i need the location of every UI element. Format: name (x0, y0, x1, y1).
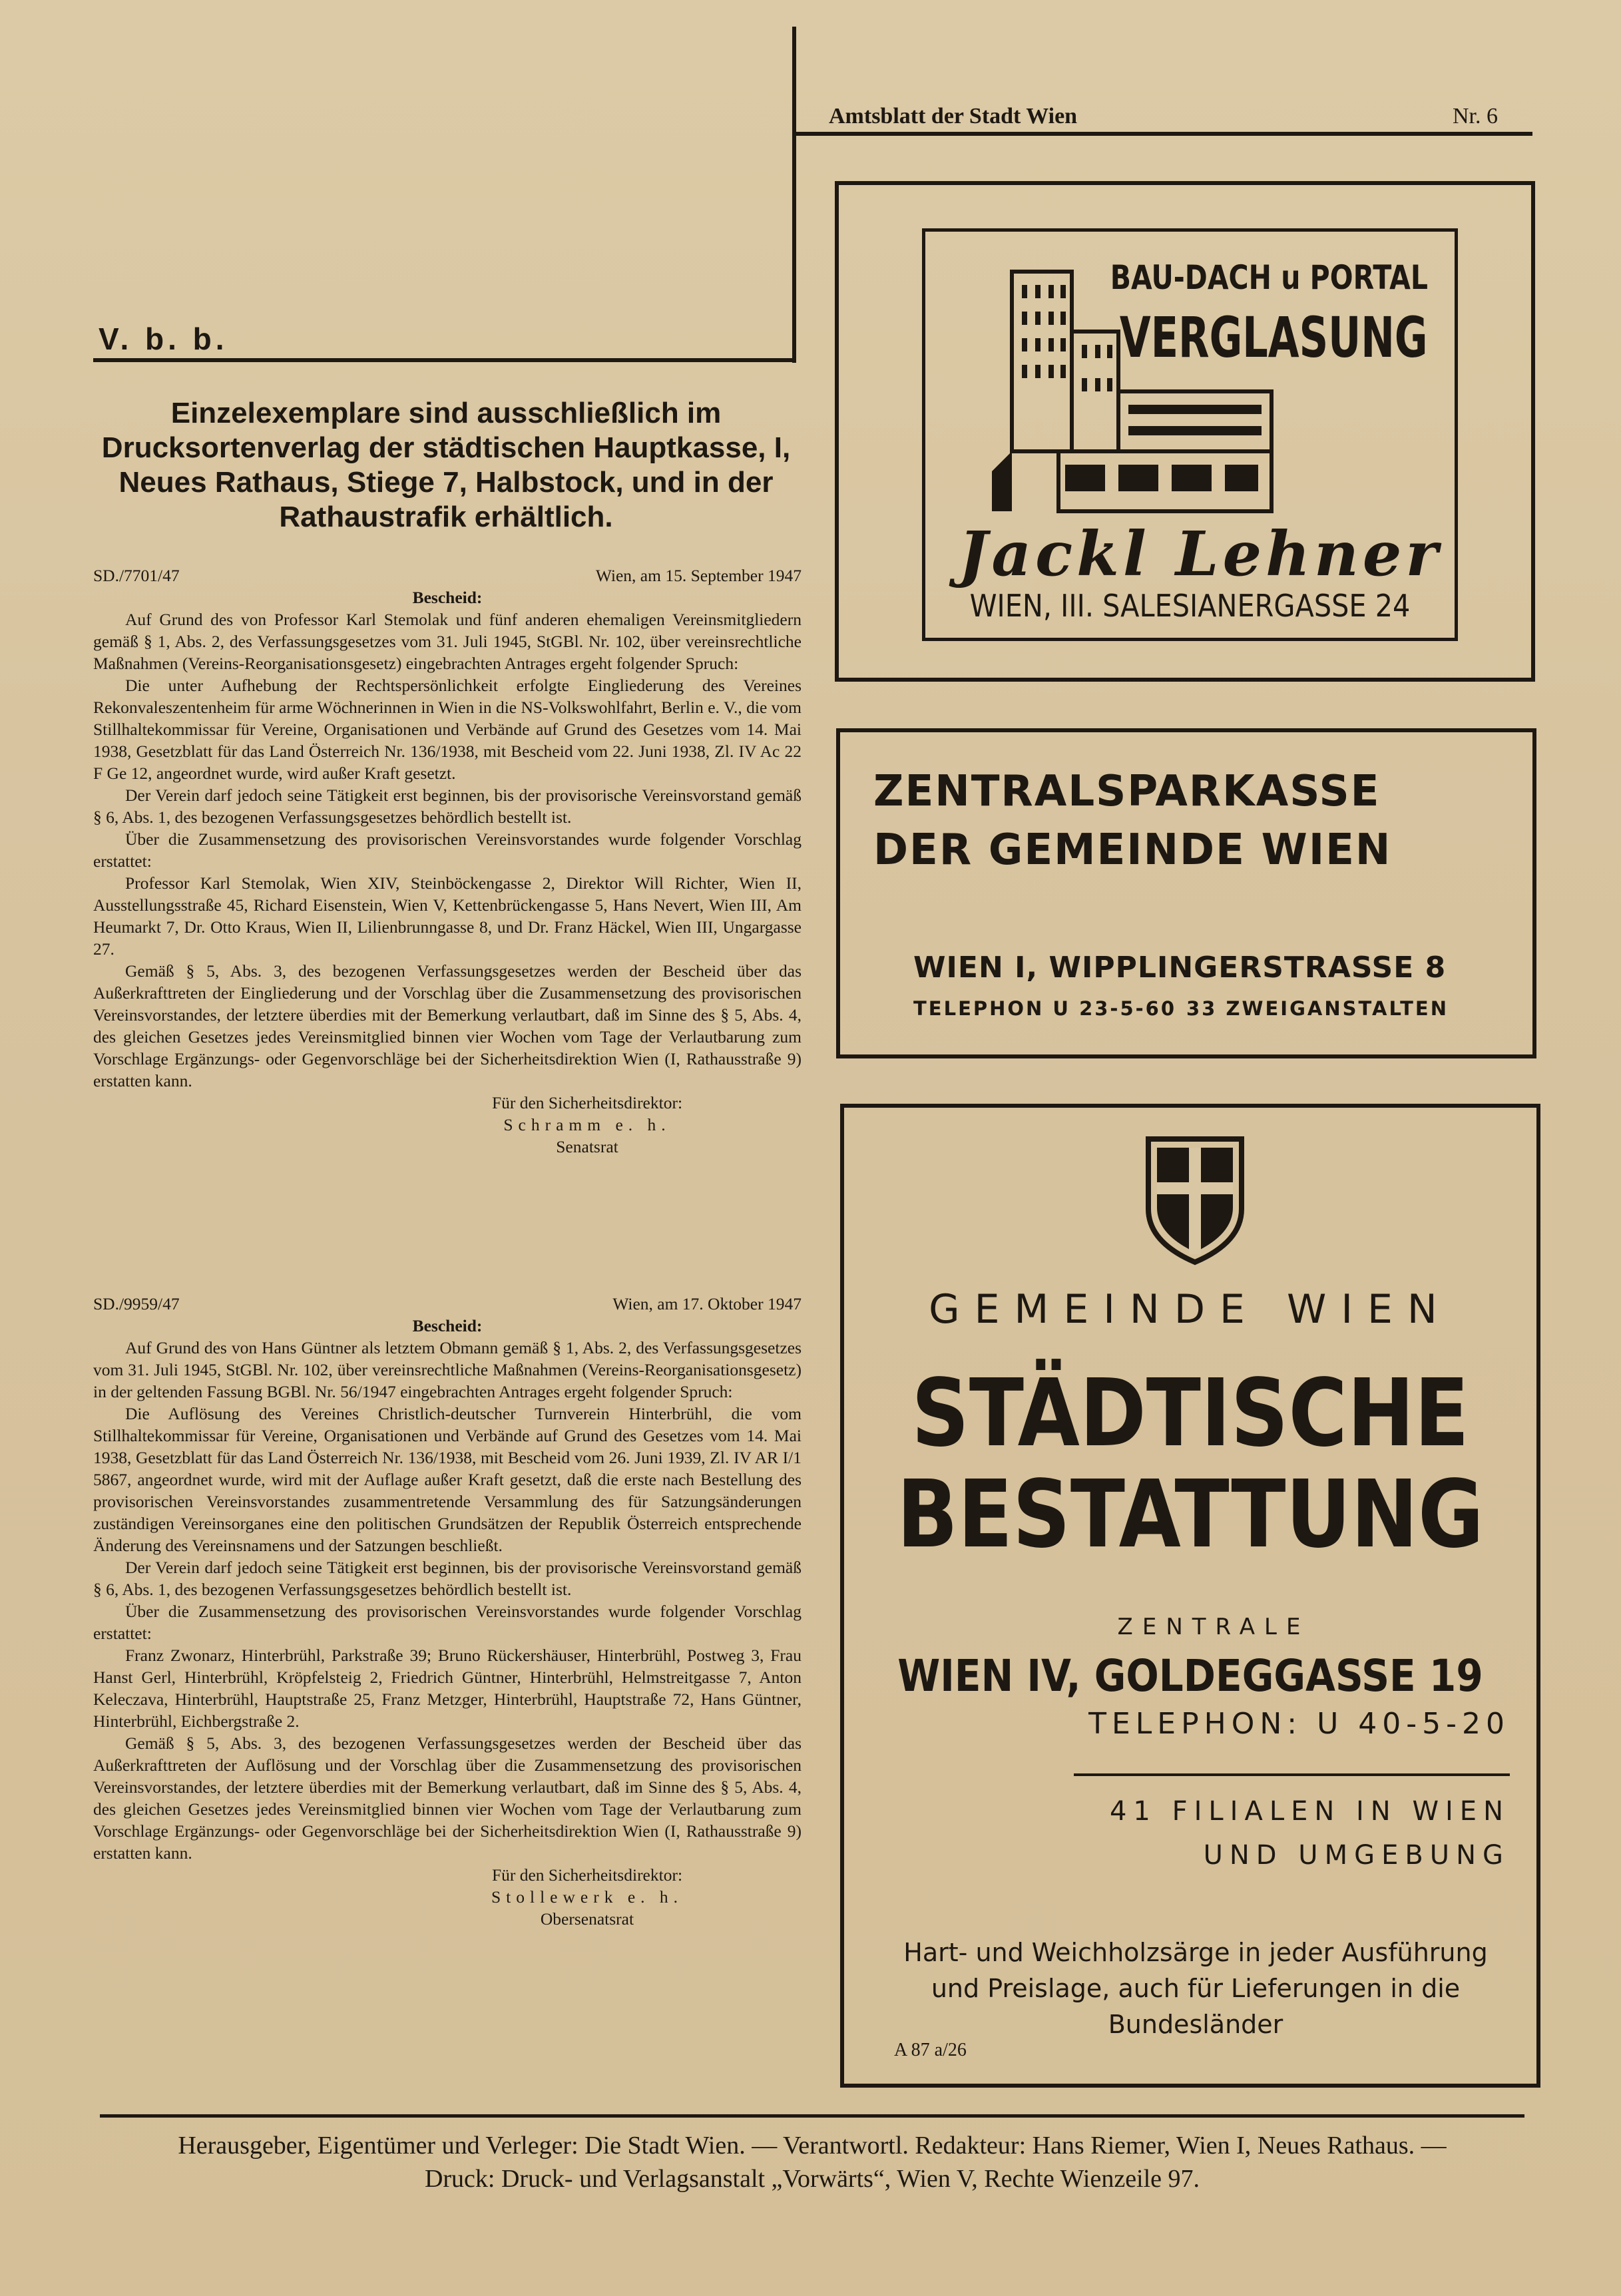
bescheid-2-signature-title: Obersenatsrat (540, 1909, 634, 1929)
ad-bank (836, 728, 1536, 1058)
ad-bank-line2: DER GEMEINDE WIEN (873, 825, 1392, 875)
ad-funeral-code: A 87 a/26 (894, 2040, 967, 2060)
ad-bank-line1: ZENTRALSPARKASSE (873, 767, 1381, 816)
bescheid-2-para: Der Verein darf jedoch seine Tätigkeit erst beginnen, bis der provisorische Vereinsvorstand gemäß § 6, Abs. 1, des bezogenen Verfassungsgesetzes behördlich bestellt ist. (93, 1558, 802, 1599)
ad-funeral-address: WIEN IV, GOLDEGGASSE 19 (897, 1650, 1483, 1702)
bescheid-1-para: Auf Grund des von Professor Karl Stemolak und fünf anderen ehemaligen Vereinsmitgliedern gemäß § 1, Abs. 2, des Verfassungsgesetzes vom 31. Juli 1945, StGBl. Nr. 102, über vereinsrechtliche Maßnahmen (Vereins-Reorganisationsgesetz) eingebrachten Antrages ergeht folgender Spruch: (93, 610, 802, 673)
bescheid-2-title: Bescheid: (412, 1316, 483, 1335)
bescheid-1-signature-name: Schramm e. h. (503, 1115, 671, 1134)
bescheid-2-signature-name: Stollewerk e. h. (491, 1887, 684, 1907)
bescheid-1-signature-title: Senatsrat (556, 1137, 618, 1156)
footer-printer: Druck: Druck- und Verlagsanstalt „Vorwärts“, Wien V, Rechte Wienzeile 97. (424, 2165, 1200, 2193)
bescheid-1-para: Gemäß § 5, Abs. 3, des bezogenen Verfassungsgesetzes werden der Bescheid über das Außerkrafttreten der Eingliederung und der Vorschlag über die Zusammensetzung des provisorischen Vereinsvorstandes, der letztere überdies mit der Bemerkung verlautbart, daß im Sinne des § 5, Abs. 4, des gleichen Gesetzes jedes Vereinsmitglied binnen vier Wochen vom Tage der Verlautbarung zum Vorschlage Ergänzungs- oder Gegenvorschläge bei der Sicherheitsdirektion Wien (I, Rathausstraße 9) erstatten kann. (93, 961, 802, 1090)
bescheid-1-para: Der Verein darf jedoch seine Tätigkeit erst beginnen, bis der provisorische Vereinsvorstand gemäß § 6, Abs. 1, des bezogenen Verfassungsgesetzes behördlich bestellt ist. (93, 786, 802, 827)
ad-funeral-line1: STÄDTISCHE (911, 1359, 1469, 1468)
header-vertical-rule (792, 27, 796, 363)
sales-notice: Einzelexemplare sind ausschließlich im Drucksortenverlag der städtischen Hauptkasse, I, Neues Rathaus, Stiege 7, Halbstock, und in der Rathaustrafik erhältlich. (101, 397, 791, 533)
bescheid-2-para: Auf Grund des von Hans Güntner als letztem Obmann gemäß § 1, Abs. 2, des Verfassungsgesetzes vom 31. Juli 1945, StGBl. Nr. 102, über vereinsrechtliche Maßnahmen (Vereins-Reorganisationsgesetz) in der geltenden Fassung BGBl. Nr. 56/1947 eingebrachten Antrages ergeht folgender Spruch: (93, 1338, 802, 1401)
ad-funeral-zentrale: ZENTRALE (1117, 1614, 1310, 1640)
bescheid-1-signature-line: Für den Sicherheitsdirektor: (491, 1093, 683, 1112)
bescheid-2-heading (93, 1293, 802, 1315)
ad-glazing-name: Jackl Lehner (959, 518, 1442, 590)
bescheid-2-date: Wien, am 17. Oktober 1947 (612, 1294, 802, 1313)
ad-bank-branches: 33 ZWEIGANSTALTEN (1186, 997, 1449, 1020)
bescheid-1-para: Die unter Aufhebung der Rechtspersönlichkeit erfolgte Eingliederung des Vereines Rekonvaleszentenheim für arme Wöchnerinnen in Wien in die NS-Volkswohlfahrt, Berlin e. V., die vom Stillhaltekommissar für Vereine, Organisationen und Verbände auf Grund des Gesetzes vom 14. Mai 1938, Gesetzblatt für das Land Österreich Nr. 136/1938, mit Bescheid vom 22. Juni 1938, Zl. IV Ac 22 F Ge 12, angeordnet wurde, wird außer Kraft gesetzt. (93, 676, 802, 783)
bescheid-2-para: Gemäß § 5, Abs. 3, des bezogenen Verfassungsgesetzes werden der Bescheid über das Außerkrafttreten der Auflösung und der Vorschlag über die Zusammensetzung des provisorischen Vereinsvorstandes, der letztere überdies mit der Bemerkung verlautbart, daß im Sinne des § 5, Abs. 4, des gleichen Gesetzes jedes Vereinsmitglied binnen vier Wochen vom Tage der Verlautbarung zum Vorschlage Ergänzungs- oder Gegenvorschläge bei der Sicherheitsdirektion Wien (I, Rathausstraße 9) erstatten kann. (93, 1733, 802, 1863)
ad-funeral (840, 1104, 1540, 2088)
ad-funeral-description: Hart- und Weichholzsärge in jeder Ausführung und Preislage, auch für Lieferungen in die Bundesländer (903, 1938, 1488, 2039)
ad-funeral-filialen-2: UND UMGEBUNG (1203, 1840, 1510, 1871)
ad-funeral-phone: TELEPHON: U 40-5-20 (1088, 1707, 1510, 1741)
bescheid-1-heading (93, 565, 802, 586)
ad-glazing-line1: BAU-DACH u PORTAL (1110, 258, 1428, 297)
bescheid-1 (93, 565, 802, 1158)
ad-funeral-line2: BESTATTUNG (897, 1461, 1484, 1569)
bescheid-1-para: Über die Zusammensetzung des provisorischen Vereinsvorstandes wurde folgender Vorschlag erstattet: (93, 829, 802, 871)
bescheid-1-title: Bescheid: (412, 588, 483, 607)
page-title: Amtsblatt der Stadt Wien (829, 104, 1078, 128)
ad-glazing-address: WIEN, III. SALESIANERGASSE 24 (969, 588, 1411, 624)
footer-publisher: Herausgeber, Eigentümer und Verleger: Die Stadt Wien. — Verantwortl. Redakteur: Hans Riemer, Wien I, Neues Rathaus. — (178, 2132, 1447, 2160)
ad-funeral-filialen-1: 41 FILIALEN IN WIEN (1109, 1796, 1510, 1827)
ad-bank-address: WIEN I, WIPPLINGERSTRASSE 8 (913, 951, 1447, 985)
bescheid-2-ref: SD./9959/47 (93, 1294, 180, 1313)
ad-glazing-frame (922, 228, 1458, 641)
postal-stamp: V. b. b. (99, 322, 228, 356)
ad-glazing-line2: VERGLASUNG (1120, 305, 1428, 370)
bescheid-1-para: Professor Karl Stemolak, Wien XIV, Steinböckengasse 2, Direktor Will Richter, Wien II, Ausstellungsstraße 45, Richard Eisenstein, Wien V, Kettenbrückengasse 5, Hans Nevert, Wien III, Am Heumarkt 7, Dr. Otto Kraus, Wien II, Lilienbrunngasse 8, und Dr. Franz Häckel, Wien III, Ungargasse 27. (93, 873, 802, 959)
ad-funeral-rule (1074, 1773, 1510, 1776)
bescheid-2-signature-line: Für den Sicherheitsdirektor: (491, 1865, 683, 1885)
bescheid-1-date: Wien, am 15. September 1947 (595, 566, 802, 585)
issue-number: Nr. 6 (1453, 104, 1498, 128)
bescheid-2-para: Die Auflösung des Vereines Christlich-deutscher Turnverein Hinterbrühl, die vom Stillhaltekommissar für Vereine, Organisationen und Verbände auf Grund des Gesetzes vom 14. Mai 1938, Gesetzblatt für das Land Österreich Nr. 136/1938, mit Bescheid vom 26. Juni 1939, Zl. IV AR I/1 5867, angeordnet wurde, wird mit der Auflage außer Kraft gesetzt, daß die erste nach Bestellung des provisorischen Vereinsvorstandes zusammentretende Versammlung des für Satzungsänderungen zuständigen Vereinsorganes eine den politischen Grundsätzen der Republik Österreich entsprechende Änderung des Vereinsnamens und der Satzungen beschließt. (93, 1404, 802, 1555)
bescheid-2-para: Franz Zwonarz, Hinterbrühl, Parkstraße 39; Bruno Rückershäuser, Hinterbrühl, Postweg 3, Frau Hanst Gerl, Hinterbrühl, Kröpfelsteig 2, Friedrich Güntner, Hinterbrühl, Helmstreitgasse 7, Anton Keleczava, Hinterbrühl, Hauptstraße 25, Franz Metzger, Hinterbrühl, Hauptstraße 72, Hans Güntner, Hinterbrühl, Eichbergstraße 2. (93, 1646, 802, 1731)
bescheid-1-ref: SD./7701/47 (93, 566, 180, 585)
footer-rule (100, 2114, 1524, 2118)
left-header-rule (93, 358, 796, 362)
shield-icon (1145, 1136, 1245, 1265)
ad-glazing (835, 181, 1535, 682)
bescheid-2-para: Über die Zusammensetzung des provisorischen Vereinsvorstandes wurde folgender Vorschlag erstattet: (93, 1602, 802, 1643)
bescheid-2 (93, 1293, 802, 1930)
footer (100, 2129, 1524, 2195)
ad-funeral-gemeinde: GEMEINDE WIEN (929, 1286, 1452, 1333)
header-horizontal-rule (792, 132, 1532, 136)
ad-bank-phone: TELEPHON U 23-5-60 (913, 997, 1177, 1020)
